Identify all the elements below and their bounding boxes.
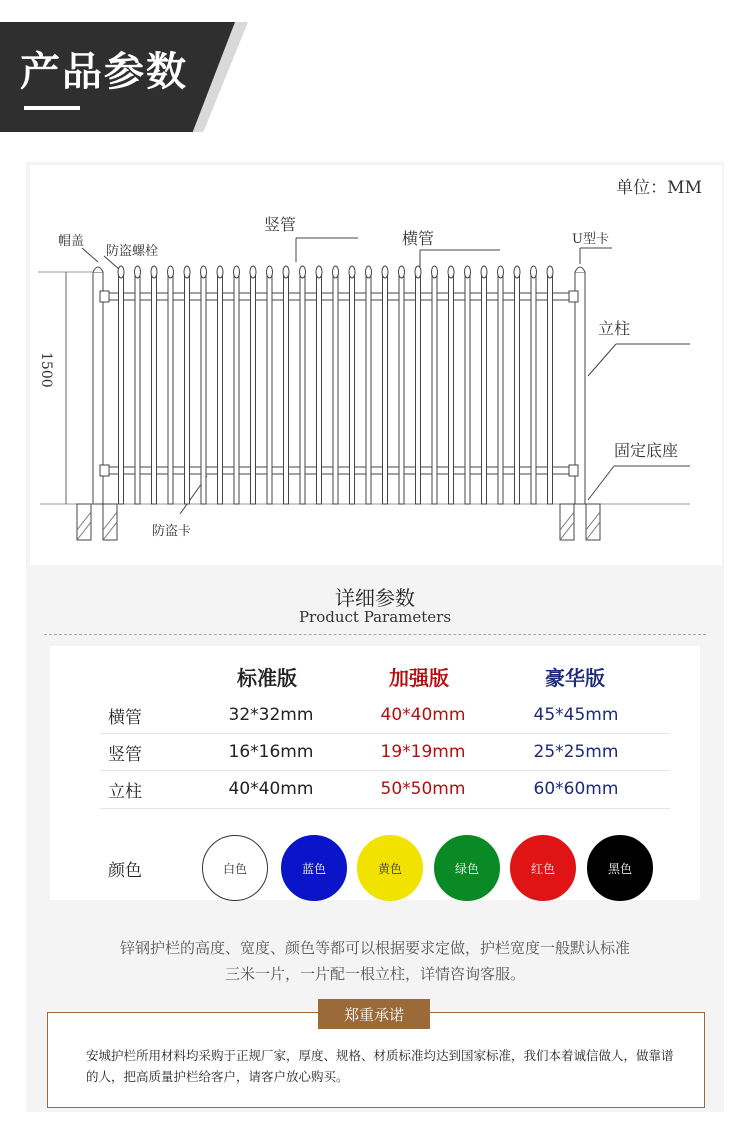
picket-tip <box>300 266 306 278</box>
picket <box>218 275 223 504</box>
picket <box>498 275 503 504</box>
picket <box>135 275 140 504</box>
label-horizontal-pipe: 横管 <box>402 229 435 248</box>
picket-tip <box>531 266 537 278</box>
params-title: 详细参数 <box>335 586 415 610</box>
row-divider <box>100 770 670 771</box>
cell-standard: 16*16mm <box>228 742 314 762</box>
picket-tip <box>234 266 240 278</box>
cell-deluxe: 25*25mm <box>533 742 619 762</box>
picket <box>383 275 388 504</box>
color-name: 蓝色 <box>301 861 326 876</box>
picket <box>234 275 239 504</box>
cell-standard: 40*40mm <box>228 779 314 799</box>
picket-tip <box>448 266 454 278</box>
picket-tip <box>168 266 174 278</box>
page-title: 产品参数 <box>20 49 188 95</box>
picket <box>152 275 157 504</box>
picket-tip <box>316 266 322 278</box>
picket-tip <box>514 266 520 278</box>
picket <box>267 275 272 504</box>
picket <box>548 275 553 504</box>
picket <box>333 275 338 504</box>
picket-tip <box>349 266 355 278</box>
row-divider <box>100 808 670 809</box>
color-swatch-red <box>510 835 576 901</box>
picket-tip <box>267 266 273 278</box>
note-line: 三米一片，一片配一根立柱，详情咨询客服。 <box>224 965 525 983</box>
label-u-clip: U型卡 <box>572 232 609 247</box>
picket <box>482 275 487 504</box>
picket-tip <box>135 266 141 278</box>
dashed-divider <box>44 634 706 635</box>
cell-enhanced: 19*19mm <box>380 742 466 762</box>
color-name: 黑色 <box>607 861 632 876</box>
unit-label: 单位：MM <box>616 178 702 198</box>
picket <box>185 275 190 504</box>
color-swatch-white <box>202 835 268 901</box>
label-height: 1500 <box>38 352 54 388</box>
picket-tip <box>184 266 190 278</box>
col-header-enhanced: 加强版 <box>389 666 449 690</box>
picket-tip <box>366 266 372 278</box>
params-subtitle: Product Parameters <box>298 608 452 626</box>
label-fixed-base: 固定底座 <box>614 441 679 460</box>
picket <box>350 275 355 504</box>
picket <box>366 275 371 504</box>
picket-tip <box>432 266 438 278</box>
color-name: 白色 <box>222 861 247 876</box>
color-name: 绿色 <box>454 861 479 876</box>
promise-text: 安城护栏所用材料均采购于正规厂家，厚度、规格、材质标准均达到国家标准，我们本着诚信做人，做靠谱的人，把高质量护栏给客户，请客户放心购买。 <box>86 1048 674 1084</box>
picket <box>465 275 470 504</box>
color-swatch-green <box>434 835 500 901</box>
picket-tip <box>250 266 256 278</box>
note-line: 锌钢护栏的高度、宽度、颜色等都可以根据要求定做，护栏宽度一般默认标准 <box>119 939 630 957</box>
picket <box>201 275 206 504</box>
picket-tip <box>415 266 421 278</box>
picket <box>515 275 520 504</box>
picket-tip <box>481 266 487 278</box>
col-header-deluxe: 豪华版 <box>545 666 605 690</box>
picket-tip <box>283 266 289 278</box>
color-name: 红色 <box>530 861 555 876</box>
color-swatch-blue <box>281 835 347 901</box>
label-anti-theft-clip: 防盗卡 <box>152 524 192 539</box>
picket-tip <box>498 266 504 278</box>
cell-enhanced: 40*40mm <box>380 705 466 725</box>
picket-tip <box>382 266 388 278</box>
picket <box>531 275 536 504</box>
color-swatch-yellow <box>357 835 423 901</box>
label-vertical-pipe: 竖管 <box>264 215 297 234</box>
color-row-label: 颜色 <box>108 861 142 881</box>
label-cap: 帽盖 <box>58 234 85 249</box>
picket <box>399 275 404 504</box>
picket-tip <box>201 266 207 278</box>
picket-tip <box>333 266 339 278</box>
label-post: 立柱 <box>598 319 631 338</box>
cell-enhanced: 50*50mm <box>380 779 466 799</box>
row-divider <box>100 733 670 734</box>
customization-note <box>60 935 690 987</box>
picket <box>317 275 322 504</box>
picket-tip <box>118 266 124 278</box>
cell-standard: 32*32mm <box>228 705 314 725</box>
picket <box>416 275 421 504</box>
picket <box>119 275 124 504</box>
cell-deluxe: 45*45mm <box>533 705 619 725</box>
picket-tip <box>547 266 553 278</box>
picket-tip <box>399 266 405 278</box>
label-anti-theft-bolt: 防盗螺栓 <box>106 244 159 259</box>
picket-tip <box>217 266 223 278</box>
cell-deluxe: 60*60mm <box>533 779 619 799</box>
picket-tip <box>151 266 157 278</box>
row-label: 立柱 <box>108 782 142 802</box>
picket-tip <box>465 266 471 278</box>
picket <box>432 275 437 504</box>
picket <box>168 275 173 504</box>
row-label: 竖管 <box>108 745 142 765</box>
color-swatch-black <box>587 835 653 901</box>
picket <box>284 275 289 504</box>
col-header-standard: 标准版 <box>237 666 297 690</box>
promise-tag: 郑重承诺 <box>318 999 430 1029</box>
picket <box>449 275 454 504</box>
picket <box>251 275 256 504</box>
row-label: 横管 <box>108 708 142 728</box>
color-name: 黄色 <box>377 861 402 876</box>
picket <box>300 275 305 504</box>
